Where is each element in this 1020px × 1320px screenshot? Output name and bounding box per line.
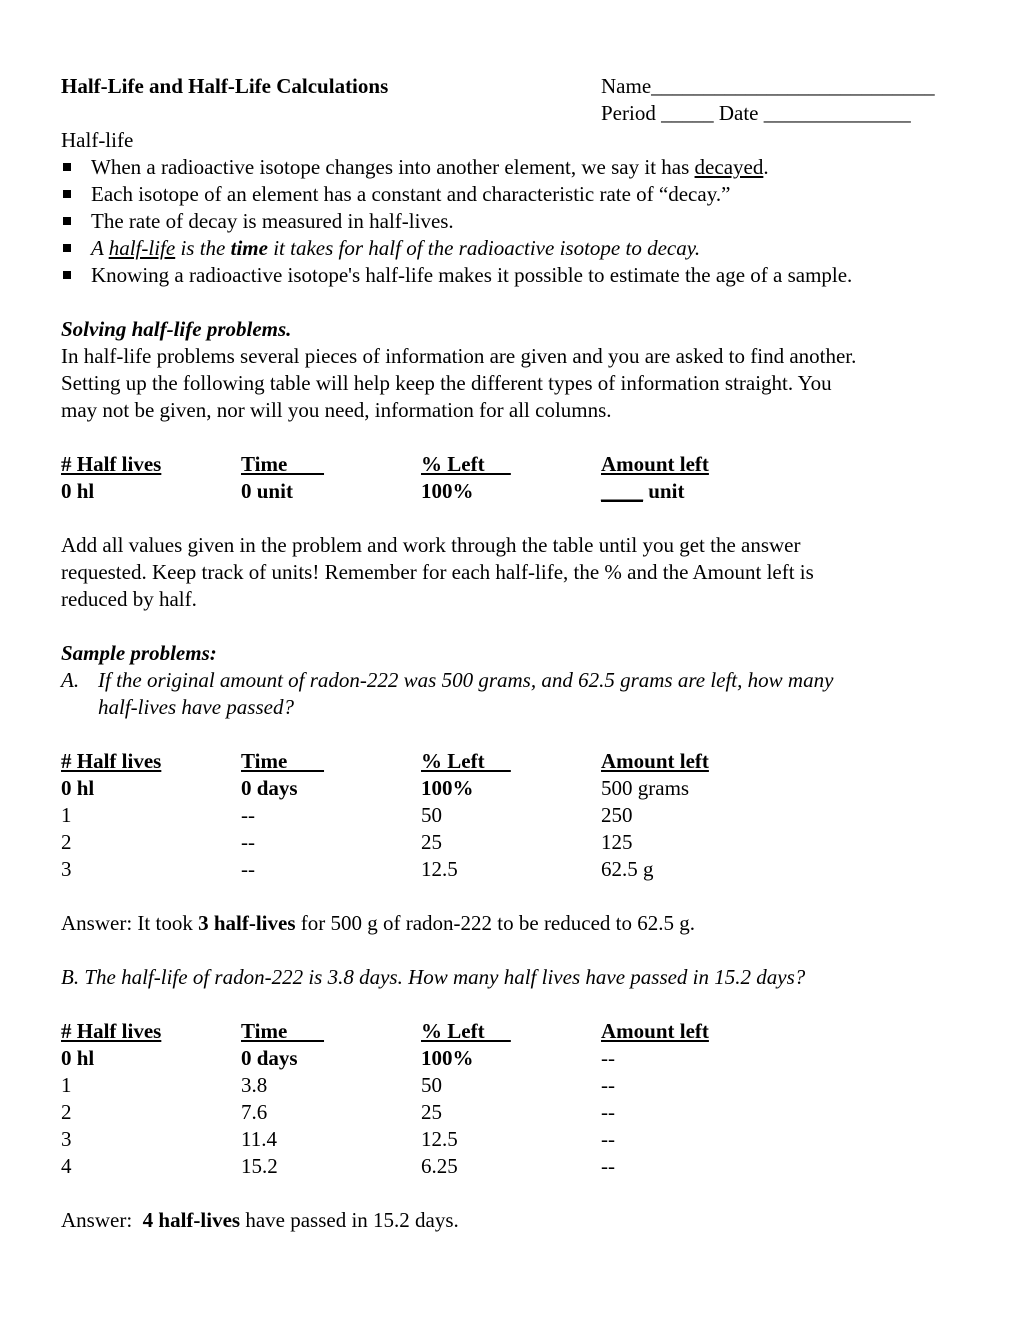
table-row: 3 11.4 12.5 -- bbox=[61, 1127, 615, 1151]
square-bullet-icon bbox=[63, 190, 71, 198]
problem-a-table bbox=[61, 748, 961, 883]
table-row: 3 -- 12.5 62.5 g bbox=[61, 857, 654, 881]
col-header-percent-left: % Left bbox=[421, 452, 511, 476]
col-header-amount-left: Amount left bbox=[601, 452, 709, 476]
table-row: 0 hl 0 unit 100% ____ unit bbox=[61, 479, 685, 503]
term-decayed: decayed bbox=[694, 155, 764, 179]
section-heading-half-life: Half-life bbox=[61, 128, 134, 152]
name-field: Name___________________________ bbox=[601, 74, 935, 98]
bullet-item: When a radioactive isotope changes into another element, we say it has decayed. bbox=[61, 154, 961, 181]
section-heading-solving: Solving half-life problems. bbox=[61, 317, 292, 341]
table-row: 2 -- 25 125 bbox=[61, 830, 633, 854]
paragraph-line: requested. Keep track of units! Remember for each half-life, the % and the Amount left is bbox=[61, 560, 814, 584]
table-header-row bbox=[61, 451, 961, 478]
square-bullet-icon bbox=[63, 163, 71, 171]
period-date-field: Period _____ Date ______________ bbox=[601, 101, 911, 125]
section-heading-samples: Sample problems: bbox=[61, 641, 217, 665]
bullet-item-definition: A half-life is the time it takes for half of the radioactive isotope to decay. bbox=[61, 235, 961, 262]
paragraph-line: may not be given, nor will you need, information for all columns. bbox=[61, 398, 612, 422]
bullet-item: Each isotope of an element has a constant and characteristic rate of “decay.” bbox=[61, 181, 961, 208]
problem-a-answer: Answer: It took 3 half-lives for 500 g of radon-222 to be reduced to 62.5 g. bbox=[61, 911, 695, 935]
bullet-item: The rate of decay is measured in half-lives. bbox=[61, 208, 961, 235]
template-table bbox=[61, 451, 961, 505]
table-row: 0 hl 0 days 100% 500 grams bbox=[61, 776, 690, 800]
table-header-row: # Half lives Time % Left Amount left bbox=[61, 1019, 709, 1043]
table-header-row: # Half lives Time % Left Amount left bbox=[61, 749, 709, 773]
paragraph-line: Add all values given in the problem and work through the table until you get the answer bbox=[61, 533, 801, 557]
col-header-half-lives: # Half lives bbox=[61, 452, 162, 476]
problem-b-table bbox=[61, 1018, 961, 1180]
bullet-item: Knowing a radioactive isotope's half-life makes it possible to estimate the age of a sample. bbox=[61, 262, 961, 289]
problem-b-question: B. The half-life of radon-222 is 3.8 days. How many half lives have passed in 15.2 days? bbox=[61, 965, 806, 989]
square-bullet-icon bbox=[63, 217, 71, 225]
table-row: 1 3.8 50 -- bbox=[61, 1073, 615, 1097]
table-row: 1 -- 50 250 bbox=[61, 803, 633, 827]
term-half-life: half-life bbox=[108, 236, 176, 260]
amount-blank: ____ bbox=[601, 479, 643, 503]
worksheet-page bbox=[61, 73, 961, 1234]
paragraph-line: In half-life problems several pieces of information are given and you are asked to find another. bbox=[61, 344, 857, 368]
worksheet-title: Half-Life and Half-Life Calculations bbox=[61, 74, 389, 98]
table-row: 0 hl 0 days 100% -- bbox=[61, 1046, 615, 1070]
student-info-fields bbox=[601, 73, 935, 127]
problem-a-question: A. If the original amount of radon-222 was 500 grams, and 62.5 grams are left, how many half-lives have passed? bbox=[61, 668, 834, 719]
worksheet-header bbox=[61, 73, 961, 127]
table-row: 4 15.2 6.25 -- bbox=[61, 1154, 615, 1178]
paragraph-line: reduced by half. bbox=[61, 587, 197, 611]
half-life-bullet-list bbox=[61, 154, 961, 289]
paragraph-line: Setting up the following table will help keep the different types of information straight. You bbox=[61, 371, 832, 395]
col-header-time: Time bbox=[241, 452, 325, 476]
square-bullet-icon bbox=[63, 244, 71, 252]
problem-b-answer: Answer: 4 half-lives have passed in 15.2 days. bbox=[61, 1208, 459, 1232]
problem-a-label: A. bbox=[61, 668, 80, 692]
table-row: 2 7.6 25 -- bbox=[61, 1100, 615, 1124]
square-bullet-icon bbox=[63, 271, 71, 279]
